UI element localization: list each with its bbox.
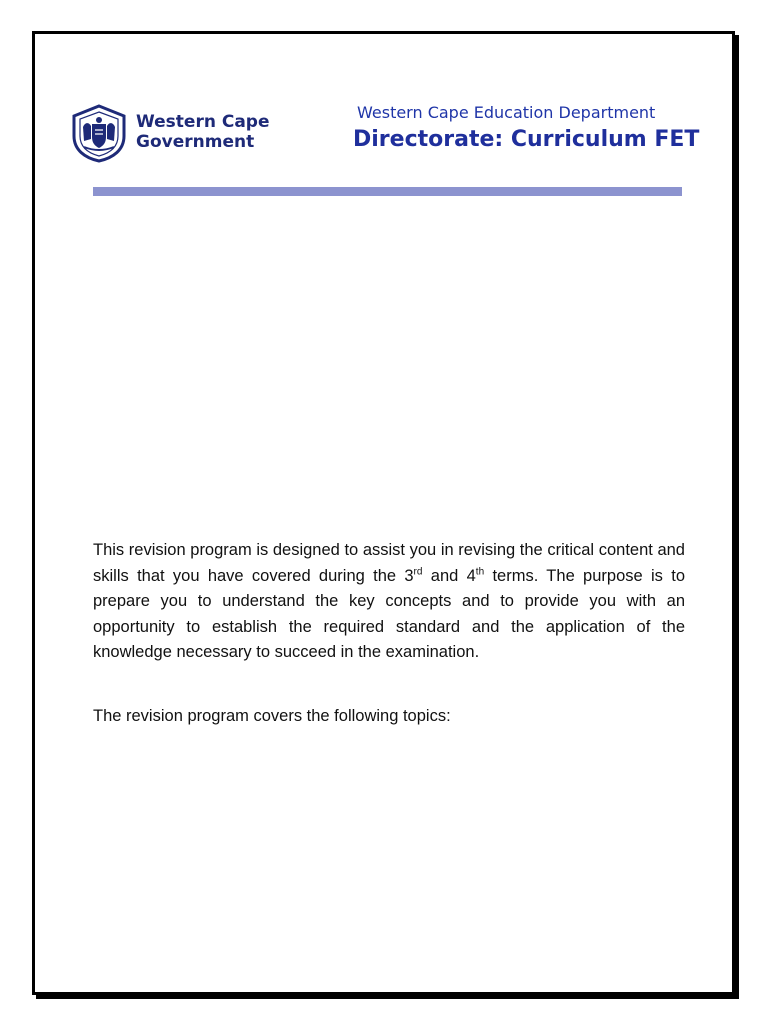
logo-line-2: Government: [136, 132, 255, 152]
intro-paragraph: [93, 538, 685, 666]
logo-wordmark: [136, 112, 270, 152]
page-border: [32, 31, 735, 995]
western-cape-government-logo: [70, 103, 280, 163]
ordinal-suffix-rd: rd: [413, 566, 423, 577]
topics-intro: The revision program covers the following topics:: [93, 706, 451, 725]
directorate-title: Directorate: Curriculum FET: [353, 127, 700, 152]
document-body: [93, 538, 685, 729]
ordinal-suffix-th: th: [475, 566, 485, 577]
intro-text-2: and 4: [422, 566, 476, 585]
header-divider: [93, 187, 682, 196]
logo-line-1: Western Cape: [136, 112, 270, 132]
intro-text-1: This revision program is designed to assist you in revising the critical content and skills that you have covered during the 3: [93, 541, 685, 585]
department-name: Western Cape Education Department: [357, 103, 656, 122]
intro-text-3: terms. The purpose is to prepare you to understand the key concepts and to provide you with an opportunity to establish the required standard and the application of the knowledge necessary to succeed in the examination.: [93, 566, 685, 661]
crest-icon: [70, 103, 128, 163]
